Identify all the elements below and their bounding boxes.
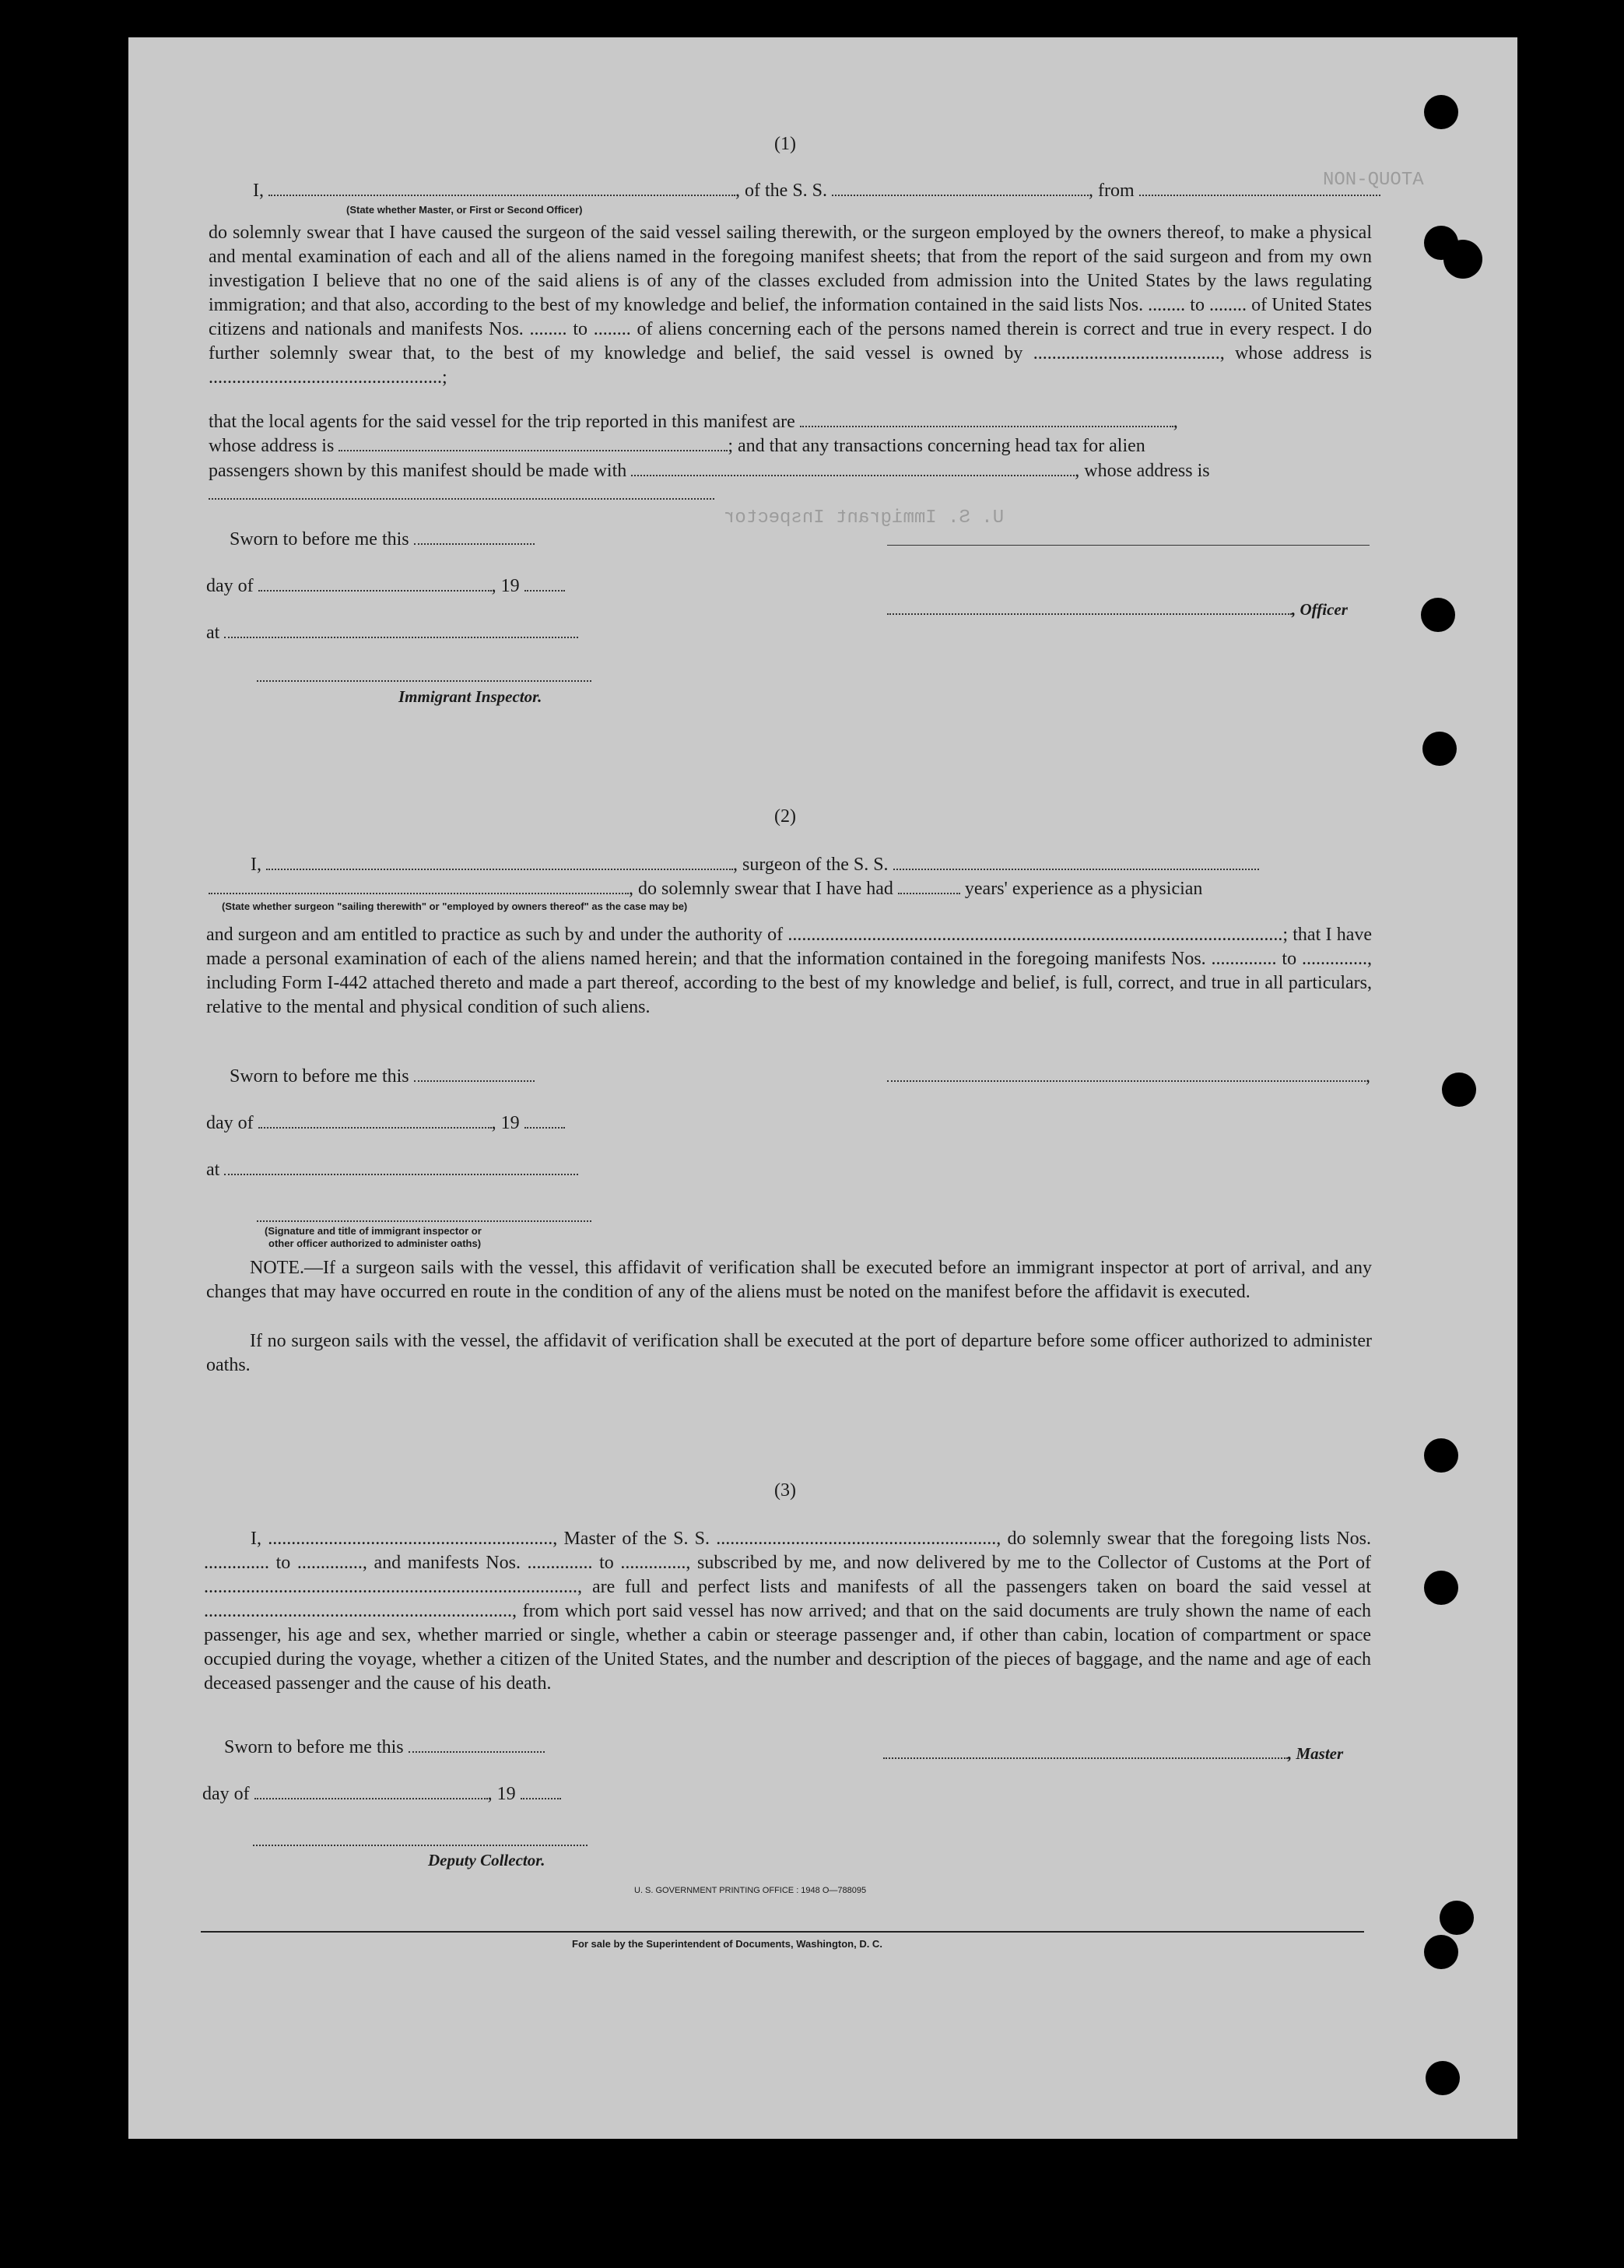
day-field[interactable]	[258, 1111, 492, 1129]
master-signature-field[interactable]	[883, 1742, 1288, 1759]
agents-field[interactable]	[800, 410, 1173, 427]
punch-hole	[1442, 1073, 1476, 1107]
sec2-surgeon-sig: ,	[887, 1065, 1370, 1088]
sworn-date-field[interactable]	[414, 528, 535, 545]
officer-signature-field[interactable]	[887, 598, 1292, 615]
at-field[interactable]	[224, 621, 578, 638]
sec2-sig-caption-1: (Signature and title of immigrant inspector or	[265, 1225, 482, 1237]
sec1-inspector: Immigrant Inspector.	[398, 687, 542, 706]
sec2-day: day of , 19	[206, 1111, 565, 1135]
punch-hole	[1440, 1901, 1474, 1935]
surgeon-signature-field[interactable]	[887, 1065, 1366, 1082]
punch-hole	[1424, 1935, 1458, 1969]
day-field[interactable]	[258, 574, 492, 592]
surgeon-status-field[interactable]	[209, 877, 629, 894]
sec2-vessel-field[interactable]	[893, 853, 1259, 870]
sale-notice: For sale by the Superintendent of Documents, Washington, D. C.	[572, 1938, 882, 1950]
section-1-number: (1)	[774, 134, 796, 154]
section-3-number: (3)	[774, 1480, 796, 1501]
sworn-date-field[interactable]	[414, 1065, 535, 1082]
sec1-address-line: whose address is ; and that any transactions concerning head tax for alien	[209, 436, 1145, 456]
sec1-officer: , Officer	[887, 598, 1348, 621]
sec1-caption: (State whether Master, or First or Second Officer)	[346, 204, 583, 216]
sec3-body: I, ............................................................., Master of the S. S. ............................................................, do solemnly swear that the foregoing lists Nos. .............. to .............., and manifests Nos. .............. to .............., subscribed by me, and now delivered by me to the Collector of Customs at the Port of ................................................................................, are full and perfect lists and manifests of all the passengers taken on board the said vessel at .................................................................., from which port said vessel has now arrived; and that on the said documents are truly shown the name of each passenger, his age and sex, whether married or single, whether a cabin or steerage passenger and, if other than cabin, location of compartment or space occupied during the voyage, whether a citizen of the United States, and the number and description of the pieces of baggage, and the name and age of each deceased passenger and the cause of his death.	[204, 1529, 1371, 1694]
sec1-headtax-line: passengers shown by this manifest should be made with , whose address is	[209, 461, 1210, 481]
punch-hole	[1443, 240, 1482, 279]
punch-hole	[1421, 598, 1455, 632]
sec3-deputy-rule[interactable]	[253, 1845, 588, 1846]
sec2-sig-caption-2: other officer authorized to administer oaths)	[268, 1238, 482, 1249]
sworn-date-field[interactable]	[409, 1736, 545, 1753]
sec2-line2: , do solemnly swear that I have had years' experience as a physician	[209, 877, 1202, 901]
at-field[interactable]	[224, 1158, 578, 1175]
vessel-name-field[interactable]	[832, 179, 1089, 196]
sec3-master: , Master	[883, 1742, 1343, 1765]
sec1-sworn: Sworn to before me this	[230, 528, 535, 551]
sec2-line1: I, , surgeon of the S. S.	[251, 853, 1259, 876]
sec2-note2: If no surgeon sails with the vessel, the affidavit of verification shall be executed at the port of departure before some officer authorized to administer oaths.	[206, 1331, 1372, 1375]
section-2-number: (2)	[774, 806, 796, 827]
sec2-body: and surgeon and am entitled to practice as such by and under the authority of ..........................................................................................................; that I have made a personal examination of each of the aliens named herein; and that the information contained in the foregoing manifests Nos. .............. to .............., including Form I-442 attached thereto and made a part thereof, according to the best of my knowledge and belief, is full, correct, and true in all particulars, relative to the mental and physical condition of such aliens.	[206, 925, 1372, 1017]
sec1-day: day of , 19	[206, 574, 565, 598]
year-field[interactable]	[524, 1111, 565, 1129]
sec1-inspector-rule[interactable]	[257, 680, 591, 682]
surgeon-name-field[interactable]	[266, 853, 733, 870]
punch-hole	[1424, 1571, 1458, 1605]
agents-address-field[interactable]	[338, 434, 728, 451]
day-field[interactable]	[254, 1782, 488, 1799]
sec2-at: at	[206, 1158, 578, 1181]
year-field[interactable]	[521, 1782, 561, 1799]
footer-rule	[201, 1931, 1364, 1933]
sec2-sig-rule[interactable]	[257, 1220, 591, 1222]
sec1-body: do solemnly swear that I have caused the surgeon of the said vessel sailing therewith, or the surgeon employed by the owners thereof, to make a physical and mental examination of each and all of the aliens named in the foregoing manifest sheets; that from the report of the said surgeon and from my own investigation I believe that no one of the said aliens is of any of the classes excluded from admission into the United States by the laws regulating immigration; and that also, according to the best of my knowledge and belief, the information contained in the said lists Nos. ........ to ........ of United States citizens and nationals and manifests Nos. ........ to ........ of aliens concerning each of the persons named therein is correct and true in every respect. I do further solemnly swear that, to the best of my knowledge and belief, the said vessel is owned by ........................................, whose address is ..................................................;	[209, 223, 1372, 388]
gpo-imprint: U. S. GOVERNMENT PRINTING OFFICE : 1948 O—788095	[634, 1886, 867, 1895]
sec3-day: day of , 19	[202, 1782, 561, 1806]
stamp-inspector-reversed: U. S. Immigrant Inspector	[724, 507, 1005, 528]
sec2-sworn: Sworn to before me this	[230, 1065, 535, 1088]
sec1-line1: I, , of the S. S. , from	[253, 179, 1380, 202]
punch-hole	[1426, 2061, 1460, 2095]
sec2-note: NOTE.—If a surgeon sails with the vessel, this affidavit of verification shall be executed before an immigrant inspector at port of arrival, and any changes that may have occurred en route in the condition of any of the aliens must be noted on the manifest before the affidavit is executed.	[206, 1258, 1372, 1302]
years-field[interactable]	[898, 877, 960, 894]
punch-hole	[1424, 1438, 1458, 1473]
punch-hole	[1422, 732, 1457, 766]
sec3-sworn: Sworn to before me this	[224, 1736, 545, 1759]
punch-hole	[1424, 95, 1458, 129]
sec3-deputy: Deputy Collector.	[428, 1851, 545, 1870]
headtax-field[interactable]	[631, 459, 1075, 476]
from-field[interactable]	[1139, 179, 1380, 196]
year-field[interactable]	[524, 574, 565, 592]
sec1-agents-line: that the local agents for the said vessel for the trip reported in this manifest are ,	[209, 412, 1178, 432]
sec1-sig-rule[interactable]	[887, 545, 1370, 546]
sec1-address-rule[interactable]	[209, 498, 714, 500]
sec2-caption: (State whether surgeon "sailing therewith" or "employed by owners thereof" as the case may be)	[222, 901, 688, 912]
stamp-nonquota: NON-QUOTA	[1323, 170, 1424, 191]
sec1-at: at	[206, 621, 578, 644]
master-name-field[interactable]	[268, 179, 735, 196]
